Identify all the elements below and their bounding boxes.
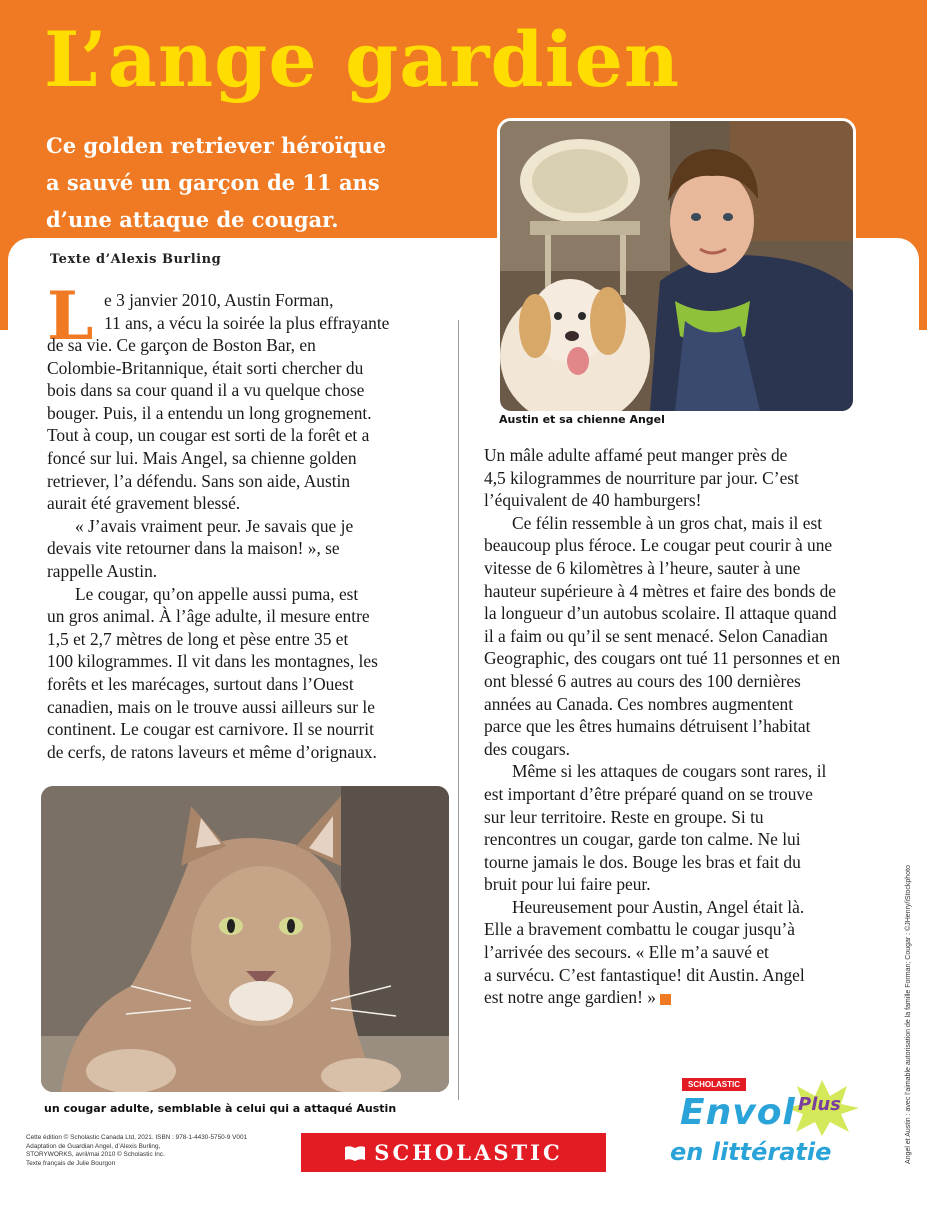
- text-line: Elle a bravement combattu le cougar jusqu’à: [484, 919, 795, 940]
- text-line: aurait été gravement blessé.: [47, 493, 241, 514]
- credit-line: Cette édition © Scholastic Canada Ltd, 2021. ISBN : 978-1-4430-5750-9 V001: [26, 1134, 248, 1141]
- text-line: beaucoup plus féroce. Le cougar peut courir à une: [484, 535, 833, 556]
- text-line: l’équivalent de 40 hamburgers!: [484, 490, 702, 511]
- column-divider: [458, 320, 459, 1100]
- text-line: sur leur territoire. Reste en groupe. Si tu: [484, 806, 764, 827]
- subtitle-line: a sauvé un garçon de 11 ans: [46, 170, 380, 195]
- article-title: L’ange gardien: [44, 15, 681, 104]
- text-line: années au Canada. Ces nombres augmentent: [484, 693, 794, 714]
- credit-line: STORYWORKS, avril/mai 2010 © Scholastic Inc.: [26, 1151, 165, 1159]
- end-mark-icon: [660, 994, 671, 1005]
- text-line: e 3 janvier 2010, Austin Forman,: [104, 290, 334, 310]
- envol-plus-text: Plus: [798, 1094, 841, 1115]
- envol-scholastic-badge: SCHOLASTIC: [682, 1078, 746, 1091]
- text-line: 100 kilogrammes. Il vit dans les montagnes, les: [47, 651, 378, 672]
- text-line: foncé sur lui. Mais Angel, sa chienne golden: [47, 447, 357, 468]
- text-line: de sa vie. Ce garçon de Boston Bar, en: [47, 335, 316, 355]
- text-line: Tout à coup, un cougar est sorti de la forêt et a: [47, 425, 370, 446]
- text-line: rappelle Austin.: [47, 560, 158, 581]
- cougar-photo: [41, 786, 449, 1092]
- envol-plus-logo: [660, 1078, 875, 1188]
- text-line: vitesse de 6 kilomètres à l’heure, sauter à une: [484, 557, 801, 578]
- text-line: l’arrivée des secours. « Elle m’a sauvé et: [484, 942, 769, 963]
- text-line: tourne jamais le dos. Bouge les bras et fait du: [484, 851, 801, 872]
- credit-line: Texte français de Julie Bourgon: [26, 1159, 116, 1167]
- text-line: Colombie-Britannique, était sorti chercher du: [47, 357, 364, 378]
- cougar-photo-caption: un cougar adulte, semblable à celui qui a attaqué Austin: [44, 1102, 397, 1115]
- article-column-1: [47, 334, 378, 763]
- austin-and-dog-photo: [497, 118, 856, 414]
- cougar-photo-illustration: [41, 786, 449, 1092]
- subtitle-line: Ce golden retriever héroïque: [46, 133, 387, 158]
- text-line: forêts et les marécages, surtout dans l’Ouest: [47, 673, 354, 694]
- edition-credits: [26, 1134, 247, 1168]
- article-subtitle: [46, 127, 446, 238]
- credit-line: Adaptation de Guardian Angel, d’Alexis Burling,: [26, 1142, 161, 1150]
- text-line: parce que les êtres humains détruisent l’habitat: [484, 716, 811, 737]
- text-line: bouger. Puis, il a entendu un long grognement.: [47, 402, 372, 423]
- article-column-2: [484, 444, 840, 1009]
- text-line: Le cougar, qu’on appelle aussi puma, est: [75, 583, 359, 604]
- text-line: 1,5 et 2,7 mètres de long et pèse entre 35 et: [47, 628, 349, 649]
- text-line: la longueur d’un autobus scolaire. Il attaque quand: [484, 603, 837, 624]
- text-line: 4,5 kilogrammes de nourriture par jour. C’est: [484, 467, 799, 488]
- text-line: « J’avais vraiment peur. Je savais que je: [75, 515, 354, 536]
- text-line: des cougars.: [484, 738, 570, 759]
- text-line: Geographic, des cougars ont tué 11 personnes et en: [484, 648, 841, 669]
- scholastic-logo: [301, 1133, 606, 1172]
- text-line: hauteur supérieure à 4 mètres et faire des bonds de: [484, 580, 837, 601]
- text-line: canadien, mais on le trouve aussi ailleurs sur le: [47, 696, 375, 717]
- text-line: 11 ans, a vécu la soirée la plus effrayante: [104, 312, 390, 333]
- austin-photo-caption: Austin et sa chienne Angel: [499, 413, 665, 426]
- text-line: [484, 986, 840, 1009]
- text-line: Heureusement pour Austin, Angel était là.: [512, 896, 805, 917]
- text-line: devais vite retourner dans la maison! », se: [47, 538, 340, 559]
- photo-credit-vertical: Angel et Austin : avec l’aimable autorisation de la famille Forman; Cougar : ©JHenry/iStockphoto: [905, 865, 912, 1164]
- text-line: Même si les attaques de cougars sont rares, il: [512, 761, 827, 782]
- text-line-final: est notre ange gardien! »: [484, 987, 656, 1008]
- text-line: retriever, l’a défendu. Sans son aide, Austin: [47, 470, 351, 491]
- text-line: Ce félin ressemble à un gros chat, mais il est: [512, 512, 823, 533]
- text-line: il a faim ou qu’il se sent menacé. Selon Canadian: [484, 625, 828, 646]
- article-column-1-intro: [104, 289, 389, 334]
- text-line: a survécu. C’est fantastique! dit Austin. Angel: [484, 964, 805, 985]
- envol-title-text: Envol: [680, 1092, 796, 1133]
- text-line: ont blessé 6 autres au cours des 100 dernières: [484, 670, 801, 691]
- text-line: un gros animal. À l’âge adulte, il mesure entre: [47, 606, 370, 627]
- text-line: Un mâle adulte affamé peut manger près de: [484, 445, 788, 465]
- austin-photo-illustration: [500, 121, 853, 411]
- text-line: de cerfs, de ratons laveurs et même d’orignaux.: [47, 741, 377, 762]
- open-book-icon: [344, 1144, 366, 1162]
- subtitle-line: d’une attaque de cougar.: [46, 207, 339, 232]
- drop-cap: L: [47, 277, 94, 355]
- byline: Texte d’Alexis Burling: [50, 252, 222, 267]
- text-line: bois dans sa cour quand il a vu quelque chose: [47, 380, 365, 401]
- text-line: bruit pour lui faire peur.: [484, 874, 651, 895]
- envol-subtitle-text: en littératie: [670, 1138, 832, 1166]
- text-line: continent. Le cougar est carnivore. Il se nourrit: [47, 719, 374, 740]
- scholastic-logo-text: SCHOLASTIC: [374, 1140, 563, 1165]
- text-line: rencontres un cougar, garde ton calme. Ne lui: [484, 829, 801, 850]
- text-line: est important d’être préparé quand on se trouve: [484, 783, 813, 804]
